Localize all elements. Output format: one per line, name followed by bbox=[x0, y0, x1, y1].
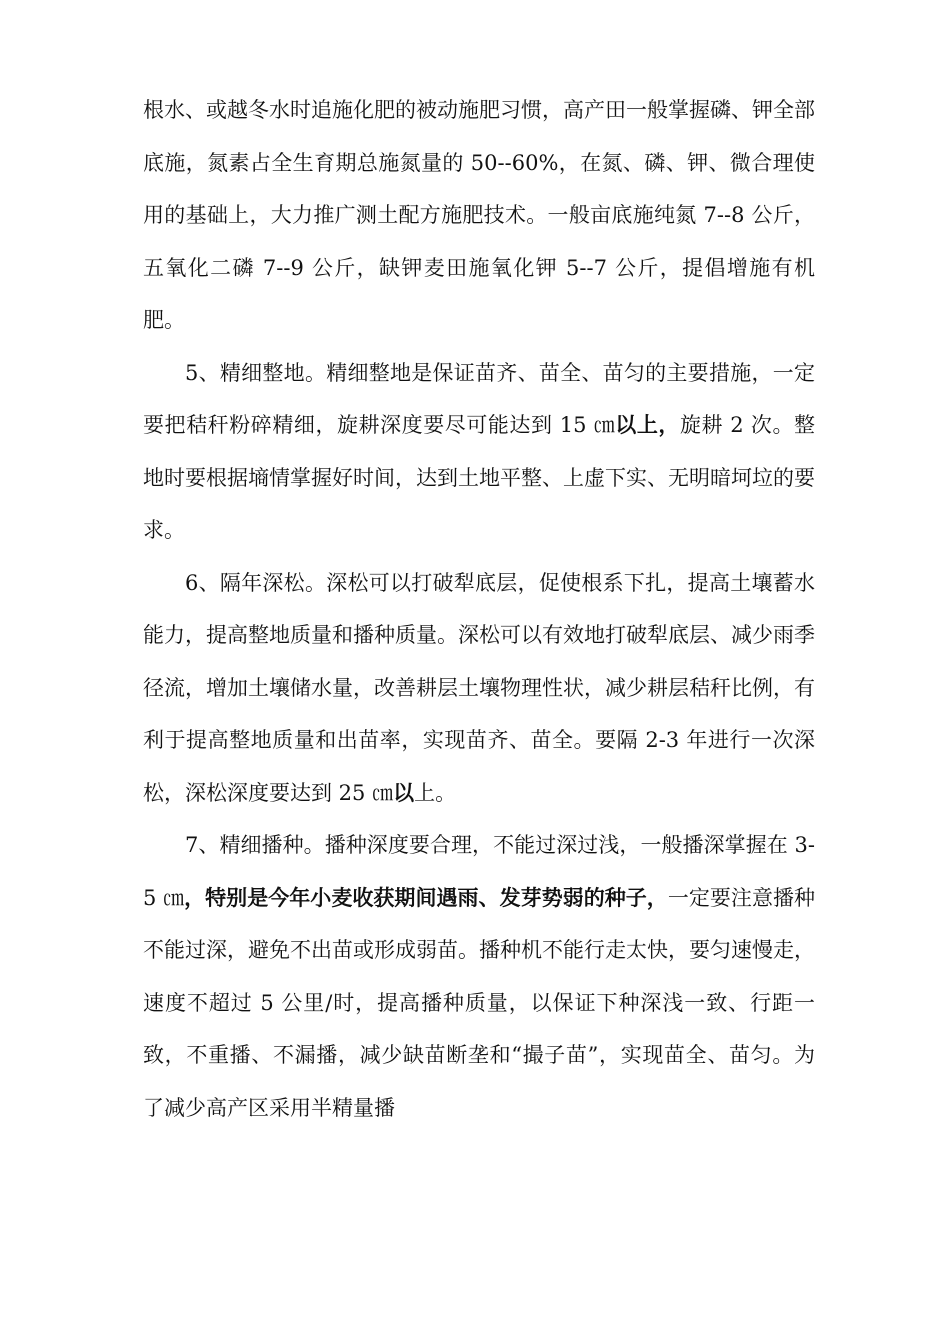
paragraph-text: 5、精细整地。精细整地是保证苗齐、苗全、苗匀的主要措施，一定要把秸秆粉碎精细，旋耕深度要尽可能达到 15 ㎝ bbox=[143, 360, 815, 437]
paragraph-fertilizer-continued bbox=[143, 84, 815, 347]
paragraph-fine-land-preparation bbox=[143, 347, 815, 557]
paragraph-text: 7、精细播种。播种深度要合理，不能过深过浅，一般播深掌握在 3-5 ㎝ bbox=[143, 833, 815, 910]
paragraph-text: 根水、或越冬水时追施化肥的被动施肥习惯，高产田一般掌握磷、钾全部底施，氮素占全生育期总施氮量的 50--60%，在氮、磷、钾、微合理使用的基础上，大力推广测土配方施肥技术。一般亩底施纯氮 7--8 公斤，五氧化二磷 7--9 公斤，缺钾麦田施氧化钾 5--7 公斤，提倡增施有机肥。 bbox=[143, 98, 815, 332]
paragraph-text: 6、隔年深松。深松可以打破犁底层，促使根系下扎，提高土壤蓄水能力，提高整地质量和播种质量。深松可以有效地打破犁底层、减少雨季径流，增加土壤储水量，改善耕层土壤物理性状，减少耕层秸秆比例，有利于提高整地质量和出苗率，实现苗齐、苗全。要隔 2-3 年进行一次深松，深松深度要达到 25 ㎝ bbox=[143, 570, 815, 805]
paragraph-text: 一定要注意播种不能过深，避免不出苗或形成弱苗。播种机不能行走太快，要匀速慢走，速度不超过 5 公里/时，提高播种质量，以保证下种深浅一致、行距一致，不重播、不漏播，减少缺苗断垄和“撮子苗”，实现苗全、苗匀。为了减少高产区采用半精量播 bbox=[143, 885, 816, 1120]
paragraph-fine-sowing bbox=[143, 819, 815, 1134]
paragraph-text: 旋耕 2 次。整地时要根据墒情掌握好时间，达到土地平整、上虚下实、无明暗坷垃的要求。 bbox=[143, 413, 815, 542]
paragraph-text: 上。 bbox=[414, 780, 457, 805]
paragraph-deep-loosening bbox=[143, 557, 815, 820]
emphasized-text: 以 bbox=[393, 780, 415, 805]
emphasized-text: 以上， bbox=[615, 413, 680, 437]
emphasized-text: ，特别是今年小麦收获期间遇雨、发芽势弱的种子， bbox=[184, 885, 668, 910]
document-page bbox=[143, 84, 815, 1134]
